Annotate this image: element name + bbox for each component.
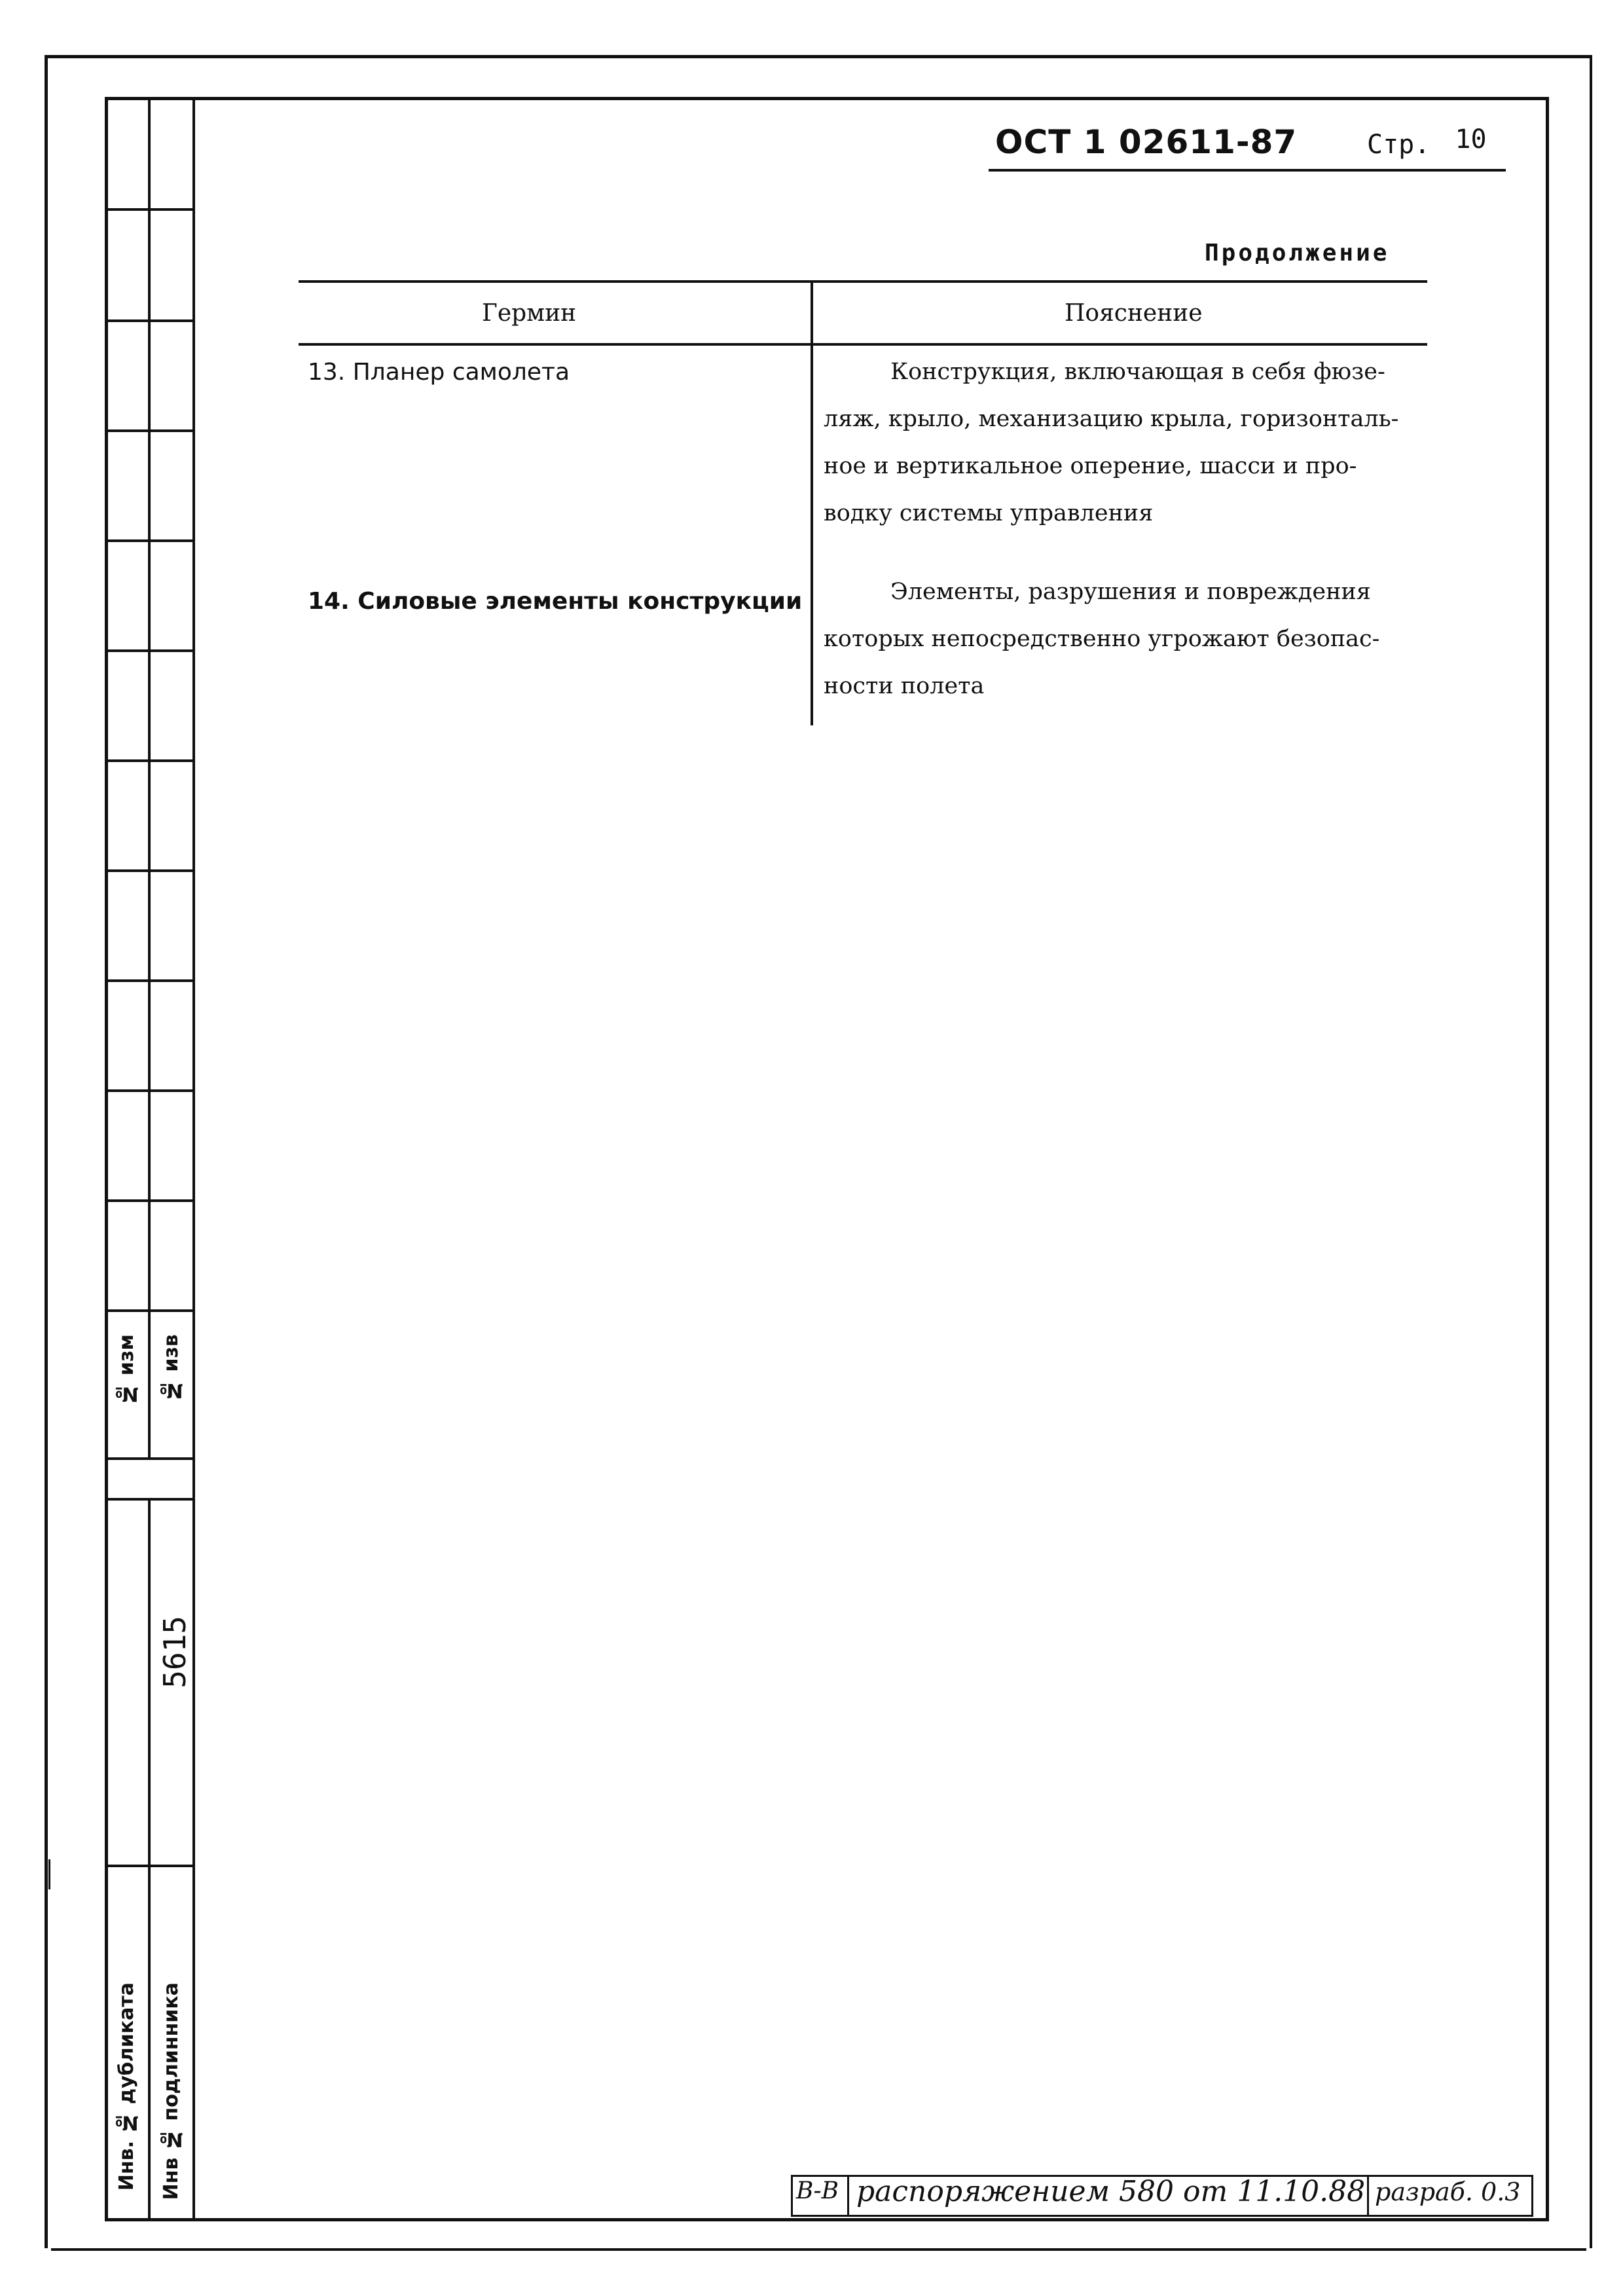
- table-row-explanation-line: ное и вертикальное оперение, шасси и про-: [824, 453, 1357, 479]
- table-row-explanation-line: Конструкция, включающая в себя фюзе-: [890, 359, 1385, 385]
- stamp-order-text: распоряжением 580 от 11.10.88: [856, 2175, 1366, 2208]
- izv-label: № изв: [160, 1334, 183, 1402]
- table-row-explanation-line: ности полета: [824, 673, 985, 699]
- page-label: [1367, 124, 1487, 160]
- strip-cell-line: [105, 208, 194, 211]
- table-row-explanation-line: водку системы управления: [824, 500, 1154, 526]
- stamp-signature: разраб. 0.3: [1375, 2178, 1521, 2206]
- side-strip: [105, 97, 196, 2218]
- column-header-explanation: Пояснение: [1065, 300, 1203, 327]
- strip-divider: [192, 97, 195, 2218]
- stamp-divider: [847, 2175, 849, 2215]
- strip-cell-line: [105, 869, 194, 872]
- strip-cell-line: [105, 539, 194, 542]
- table-row-explanation-line: ляж, крыло, механизацию крыла, горизонталь-: [824, 406, 1399, 432]
- footer-stamp: [791, 2175, 1531, 2215]
- header-underline: [989, 169, 1506, 172]
- table-top-rule: [299, 280, 1427, 283]
- stamp-divider: [1367, 2175, 1369, 2215]
- strip-cell-line: [105, 1865, 194, 1867]
- continuation-label: Продолжение: [1205, 240, 1390, 266]
- strip-cell-line: [105, 1089, 194, 1092]
- original-number: 5615: [157, 1616, 192, 1688]
- bottom-rule: [51, 2248, 1586, 2251]
- strip-cell-line: [105, 1309, 194, 1312]
- table-row-term: 14. Силовые элементы конструкции: [308, 588, 803, 615]
- strip-cell-line: [105, 979, 194, 982]
- column-header-term: Гермин: [482, 300, 577, 327]
- document-code: ОСТ 1 02611-87: [995, 123, 1298, 161]
- strip-cell-line: [105, 759, 194, 762]
- strip-cell-line: [105, 429, 194, 432]
- duplicate-label: Инв. № дубликата: [115, 1982, 138, 2191]
- table-row-term: 13. Планер самолета: [308, 359, 570, 386]
- strip-cell-line: [105, 319, 194, 322]
- table-column-divider: [811, 282, 813, 725]
- strip-cell-line: [105, 649, 194, 652]
- table-header-rule: [299, 343, 1427, 346]
- strip-cell-line: [105, 1199, 194, 1202]
- margin-mark: [48, 1859, 50, 1889]
- stamp-prefix: В-В: [796, 2178, 839, 2204]
- table-row-explanation-line: Элементы, разрушения и повреждения: [890, 579, 1371, 605]
- strip-divider: [148, 1498, 151, 2218]
- strip-cell-line: [105, 1457, 194, 1460]
- original-label: Инв № подлинника: [160, 1982, 183, 2200]
- table-row-explanation-line: которых непосредственно угрожают безопас-: [824, 626, 1380, 652]
- page-label-text: Стр.: [1367, 130, 1431, 160]
- page-number: 10: [1455, 124, 1487, 155]
- izm-label: № изм: [115, 1334, 138, 1406]
- strip-divider: [148, 97, 151, 1460]
